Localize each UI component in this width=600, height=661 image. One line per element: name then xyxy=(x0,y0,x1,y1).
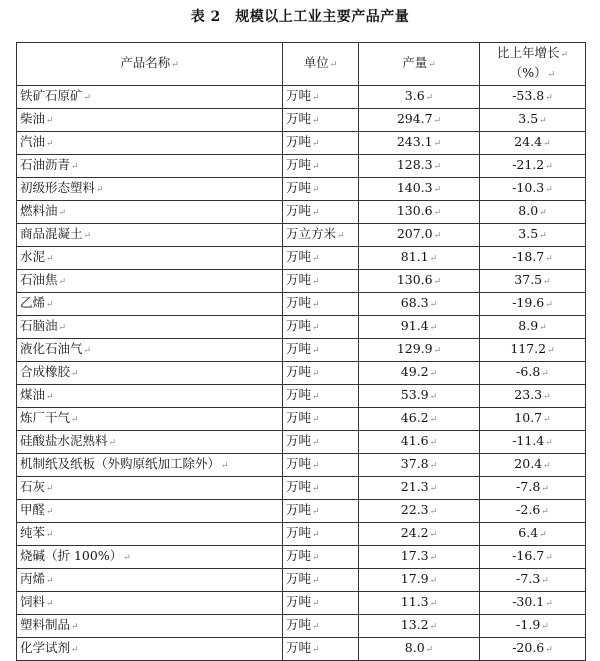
cell-output: 13.2↵ xyxy=(359,615,480,638)
cell-product-name: 石脑油↵ xyxy=(17,316,283,339)
cell-unit: 万吨↵ xyxy=(283,86,359,109)
cell-output: 130.6↵ xyxy=(359,270,480,293)
paragraph-mark-icon: ↵ xyxy=(312,93,320,103)
paragraph-mark-icon: ↵ xyxy=(429,622,438,632)
table-row xyxy=(17,270,586,293)
cell-change: -20.6↵ xyxy=(480,638,586,661)
cell-unit: 万吨↵ xyxy=(283,408,359,431)
paragraph-mark-icon: ↵ xyxy=(312,346,320,356)
paragraph-mark-icon: ↵ xyxy=(429,530,438,540)
paragraph-mark-icon: ↵ xyxy=(83,346,92,356)
paragraph-mark-icon: ↵ xyxy=(58,208,67,218)
paragraph-mark-icon: ↵ xyxy=(429,507,438,517)
cell-product-name: 石油焦↵ xyxy=(17,270,283,293)
paragraph-mark-icon: ↵ xyxy=(108,438,117,448)
cell-product-name: 水泥↵ xyxy=(17,247,283,270)
paragraph-mark-icon: ↵ xyxy=(429,438,438,448)
cell-change: -53.8↵ xyxy=(480,86,586,109)
paragraph-mark-icon: ↵ xyxy=(312,576,320,586)
cell-product-name: 化学试剂↵ xyxy=(17,638,283,661)
table-row xyxy=(17,431,586,454)
paragraph-mark-icon: ↵ xyxy=(545,185,553,195)
table-row xyxy=(17,178,586,201)
cell-unit: 万吨↵ xyxy=(283,385,359,408)
paragraph-mark-icon: ↵ xyxy=(545,438,553,448)
paragraph-mark-icon: ↵ xyxy=(429,576,438,586)
cell-unit: 万吨↵ xyxy=(283,615,359,638)
paragraph-mark-icon: ↵ xyxy=(312,254,320,264)
paragraph-mark-icon: ↵ xyxy=(312,323,320,333)
paragraph-mark-icon: ↵ xyxy=(543,461,551,471)
paragraph-mark-icon: ↵ xyxy=(312,622,320,632)
cell-product-name: 硅酸盐水泥熟料↵ xyxy=(17,431,283,454)
paragraph-mark-icon: ↵ xyxy=(545,599,553,609)
cell-product-name: 饲料↵ xyxy=(17,592,283,615)
cell-output: 130.6↵ xyxy=(359,201,480,224)
paragraph-mark-icon: ↵ xyxy=(46,576,54,586)
paragraph-mark-icon: ↵ xyxy=(429,484,438,494)
cell-change: 10.7↵ xyxy=(480,408,586,431)
cell-change: 37.5↵ xyxy=(480,270,586,293)
table-row xyxy=(17,293,586,316)
table-row xyxy=(17,638,586,661)
paragraph-mark-icon: ↵ xyxy=(429,461,438,471)
paragraph-mark-icon: ↵ xyxy=(429,553,438,563)
paragraph-mark-icon: ↵ xyxy=(221,461,229,471)
table-row xyxy=(17,362,586,385)
paragraph-mark-icon: ↵ xyxy=(312,553,320,563)
paragraph-mark-icon: ↵ xyxy=(46,507,54,517)
cell-unit: 万吨↵ xyxy=(283,339,359,362)
table-row xyxy=(17,339,586,362)
paragraph-mark-icon: ↵ xyxy=(539,231,547,241)
paragraph-mark-icon: ↵ xyxy=(433,116,442,126)
paragraph-mark-icon: ↵ xyxy=(429,415,438,425)
cell-change: 23.3↵ xyxy=(480,385,586,408)
cell-unit: 万吨↵ xyxy=(283,523,359,546)
cell-product-name: 石灰↵ xyxy=(17,477,283,500)
table-row xyxy=(17,109,586,132)
paragraph-mark-icon: ↵ xyxy=(71,415,79,425)
cell-product-name: 丙烯↵ xyxy=(17,569,283,592)
paragraph-mark-icon: ↵ xyxy=(543,277,551,287)
table-row xyxy=(17,546,586,569)
cell-change: -21.2↵ xyxy=(480,155,586,178)
paragraph-mark-icon: ↵ xyxy=(312,162,320,172)
table-row xyxy=(17,132,586,155)
paragraph-mark-icon: ↵ xyxy=(429,254,438,264)
paragraph-mark-icon: ↵ xyxy=(429,300,438,310)
paragraph-mark-icon: ↵ xyxy=(312,392,320,402)
cell-change: -2.6↵ xyxy=(480,500,586,523)
cell-unit: 万吨↵ xyxy=(283,316,359,339)
paragraph-mark-icon: ↵ xyxy=(429,369,438,379)
cell-product-name: 炼厂干气↵ xyxy=(17,408,283,431)
paragraph-mark-icon: ↵ xyxy=(312,185,320,195)
cell-unit: 万吨↵ xyxy=(283,569,359,592)
paragraph-mark-icon: ↵ xyxy=(433,231,442,241)
cell-output: 68.3↵ xyxy=(359,293,480,316)
table-body xyxy=(17,86,586,661)
table-row xyxy=(17,615,586,638)
cell-product-name: 柴油↵ xyxy=(17,109,283,132)
cell-output: 46.2↵ xyxy=(359,408,480,431)
paragraph-mark-icon: ↵ xyxy=(539,530,547,540)
table-row xyxy=(17,454,586,477)
cell-output: 81.1↵ xyxy=(359,247,480,270)
table-row xyxy=(17,385,586,408)
header-unit: 单位↵ xyxy=(283,43,359,86)
paragraph-mark-icon: ↵ xyxy=(71,162,79,172)
cell-output: 17.3↵ xyxy=(359,546,480,569)
cell-change: -1.9↵ xyxy=(480,615,586,638)
cell-unit: 万吨↵ xyxy=(283,109,359,132)
cell-change: -7.8↵ xyxy=(480,477,586,500)
paragraph-mark-icon: ↵ xyxy=(83,231,92,241)
paragraph-mark-icon: ↵ xyxy=(429,323,438,333)
paragraph-mark-icon: ↵ xyxy=(543,139,551,149)
paragraph-mark-icon: ↵ xyxy=(312,645,320,655)
table-row xyxy=(17,477,586,500)
cell-product-name: 烧碱（折 100%）↵ xyxy=(17,546,283,569)
cell-unit: 万吨↵ xyxy=(283,201,359,224)
table-row xyxy=(17,155,586,178)
paragraph-mark-icon: ↵ xyxy=(46,300,54,310)
cell-unit: 万吨↵ xyxy=(283,270,359,293)
cell-output: 140.3↵ xyxy=(359,178,480,201)
paragraph-mark-icon: ↵ xyxy=(539,116,547,126)
cell-change: -16.7↵ xyxy=(480,546,586,569)
paragraph-mark-icon: ↵ xyxy=(46,254,54,264)
cell-output: 129.9↵ xyxy=(359,339,480,362)
cell-output: 207.0↵ xyxy=(359,224,480,247)
paragraph-mark-icon: ↵ xyxy=(541,576,549,586)
paragraph-mark-icon: ↵ xyxy=(58,277,67,287)
paragraph-mark-icon: ↵ xyxy=(46,599,54,609)
cell-output: 17.9↵ xyxy=(359,569,480,592)
cell-product-name: 机制纸及纸板（外购原纸加工除外）↵ xyxy=(17,454,283,477)
paragraph-mark-icon: ↵ xyxy=(312,277,320,287)
cell-output: 53.9↵ xyxy=(359,385,480,408)
cell-change: 24.4↵ xyxy=(480,132,586,155)
cell-unit: 万吨↵ xyxy=(283,132,359,155)
cell-output: 37.8↵ xyxy=(359,454,480,477)
cell-product-name: 合成橡胶↵ xyxy=(17,362,283,385)
paragraph-mark-icon: ↵ xyxy=(429,599,438,609)
cell-unit: 万吨↵ xyxy=(283,592,359,615)
paragraph-mark-icon: ↵ xyxy=(545,300,553,310)
cell-change: -7.3↵ xyxy=(480,569,586,592)
table-title: 表 2 规模以上工业主要产品产量 xyxy=(190,9,410,25)
cell-product-name: 甲醛↵ xyxy=(17,500,283,523)
table-row xyxy=(17,523,586,546)
paragraph-mark-icon: ↵ xyxy=(543,392,551,402)
paragraph-mark-icon: ↵ xyxy=(312,461,320,471)
paragraph-mark-icon: ↵ xyxy=(71,622,79,632)
cell-unit: 万吨↵ xyxy=(283,178,359,201)
paragraph-mark-icon: ↵ xyxy=(71,645,79,655)
paragraph-mark-icon: ↵ xyxy=(96,185,104,195)
paragraph-mark-icon: ↵ xyxy=(312,438,320,448)
cell-unit: 万吨↵ xyxy=(283,546,359,569)
cell-output: 8.0↵ xyxy=(359,638,480,661)
paragraph-mark-icon: ↵ xyxy=(312,484,320,494)
paragraph-mark-icon: ↵ xyxy=(123,553,131,563)
cell-output: 11.3↵ xyxy=(359,592,480,615)
cell-change: 8.9↵ xyxy=(480,316,586,339)
cell-product-name: 塑料制品↵ xyxy=(17,615,283,638)
cell-unit: 万吨↵ xyxy=(283,638,359,661)
cell-output: 21.3↵ xyxy=(359,477,480,500)
paragraph-mark-icon: ↵ xyxy=(545,254,553,264)
cell-product-name: 石油沥青↵ xyxy=(17,155,283,178)
cell-change: 117.2↵ xyxy=(480,339,586,362)
paragraph-mark-icon: ↵ xyxy=(541,622,549,632)
cell-change: 20.4↵ xyxy=(480,454,586,477)
cell-output: 128.3↵ xyxy=(359,155,480,178)
cell-change: -19.6↵ xyxy=(480,293,586,316)
cell-output: 41.6↵ xyxy=(359,431,480,454)
paragraph-mark-icon: ↵ xyxy=(433,185,442,195)
table-row xyxy=(17,592,586,615)
paragraph-mark-icon: ↵ xyxy=(433,208,442,218)
paragraph-mark-icon: ↵ xyxy=(433,346,442,356)
cell-product-name: 汽油↵ xyxy=(17,132,283,155)
paragraph-mark-icon: ↵ xyxy=(433,277,442,287)
cell-product-name: 燃料油↵ xyxy=(17,201,283,224)
paragraph-mark-icon: ↵ xyxy=(46,484,54,494)
paragraph-mark-icon: ↵ xyxy=(312,139,320,149)
cell-product-name: 商品混凝土↵ xyxy=(17,224,283,247)
paragraph-mark-icon: ↵ xyxy=(539,323,547,333)
product-output-table xyxy=(16,42,586,661)
paragraph-mark-icon: ↵ xyxy=(312,415,320,425)
cell-change: 8.0↵ xyxy=(480,201,586,224)
paragraph-mark-icon: ↵ xyxy=(545,553,553,563)
table-row xyxy=(17,569,586,592)
cell-output: 24.2↵ xyxy=(359,523,480,546)
paragraph-mark-icon: ↵ xyxy=(545,93,553,103)
cell-change: 6.4↵ xyxy=(480,523,586,546)
header-product-name: 产品名称↵ xyxy=(17,43,283,86)
cell-unit: 万吨↵ xyxy=(283,155,359,178)
paragraph-mark-icon: ↵ xyxy=(312,116,320,126)
cell-unit: 万吨↵ xyxy=(283,500,359,523)
paragraph-mark-icon: ↵ xyxy=(545,162,553,172)
paragraph-mark-icon: ↵ xyxy=(312,369,320,379)
table-row xyxy=(17,316,586,339)
cell-output: 22.3↵ xyxy=(359,500,480,523)
paragraph-mark-icon: ↵ xyxy=(46,392,54,402)
table-row xyxy=(17,500,586,523)
header-change: 比上年增长↵ （%）↵ xyxy=(480,43,586,86)
cell-unit: 万吨↵ xyxy=(283,431,359,454)
cell-output: 91.4↵ xyxy=(359,316,480,339)
paragraph-mark-icon: ↵ xyxy=(46,530,54,540)
cell-product-name: 纯苯↵ xyxy=(17,523,283,546)
paragraph-mark-icon: ↵ xyxy=(541,484,549,494)
cell-product-name: 初级形态塑料↵ xyxy=(17,178,283,201)
paragraph-mark-icon: ↵ xyxy=(547,346,555,356)
cell-unit: 万立方米↵ xyxy=(283,224,359,247)
header-row xyxy=(17,43,586,86)
cell-change: -11.4↵ xyxy=(480,431,586,454)
paragraph-mark-icon: ↵ xyxy=(83,93,92,103)
paragraph-mark-icon: ↵ xyxy=(312,507,320,517)
cell-product-name: 铁矿石原矿↵ xyxy=(17,86,283,109)
paragraph-mark-icon: ↵ xyxy=(46,116,54,126)
paragraph-mark-icon: ↵ xyxy=(425,645,434,655)
cell-product-name: 乙烯↵ xyxy=(17,293,283,316)
cell-unit: 万吨↵ xyxy=(283,477,359,500)
cell-output: 3.6↵ xyxy=(359,86,480,109)
table-row xyxy=(17,201,586,224)
paragraph-mark-icon: ↵ xyxy=(539,208,547,218)
paragraph-mark-icon: ↵ xyxy=(312,530,320,540)
cell-change: 3.5↵ xyxy=(480,224,586,247)
cell-unit: 万吨↵ xyxy=(283,293,359,316)
cell-output: 294.7↵ xyxy=(359,109,480,132)
paragraph-mark-icon: ↵ xyxy=(46,139,54,149)
table-row xyxy=(17,224,586,247)
cell-product-name: 煤油↵ xyxy=(17,385,283,408)
cell-unit: 万吨↵ xyxy=(283,247,359,270)
paragraph-mark-icon: ↵ xyxy=(543,415,551,425)
paragraph-mark-icon: ↵ xyxy=(58,323,67,333)
table-row xyxy=(17,247,586,270)
table-row xyxy=(17,408,586,431)
paragraph-mark-icon: ↵ xyxy=(545,645,553,655)
cell-output: 243.1↵ xyxy=(359,132,480,155)
cell-unit: 万吨↵ xyxy=(283,362,359,385)
paragraph-mark-icon: ↵ xyxy=(312,208,320,218)
cell-change: -10.3↵ xyxy=(480,178,586,201)
cell-change: -6.8↵ xyxy=(480,362,586,385)
paragraph-mark-icon: ↵ xyxy=(71,369,79,379)
paragraph-mark-icon: ↵ xyxy=(541,507,549,517)
cell-change: -18.7↵ xyxy=(480,247,586,270)
paragraph-mark-icon: ↵ xyxy=(312,599,320,609)
header-output: 产量↵ xyxy=(359,43,480,86)
paragraph-mark-icon: ↵ xyxy=(429,392,438,402)
paragraph-mark-icon: ↵ xyxy=(337,231,345,241)
table-row xyxy=(17,86,586,109)
paragraph-mark-icon: ↵ xyxy=(425,93,434,103)
cell-change: -30.1↵ xyxy=(480,592,586,615)
paragraph-mark-icon: ↵ xyxy=(541,369,549,379)
cell-change: 3.5↵ xyxy=(480,109,586,132)
paragraph-mark-icon: ↵ xyxy=(312,300,320,310)
paragraph-mark-icon: ↵ xyxy=(433,162,442,172)
cell-unit: 万吨↵ xyxy=(283,454,359,477)
paragraph-mark-icon: ↵ xyxy=(433,139,442,149)
cell-product-name: 液化石油气↵ xyxy=(17,339,283,362)
cell-output: 49.2↵ xyxy=(359,362,480,385)
